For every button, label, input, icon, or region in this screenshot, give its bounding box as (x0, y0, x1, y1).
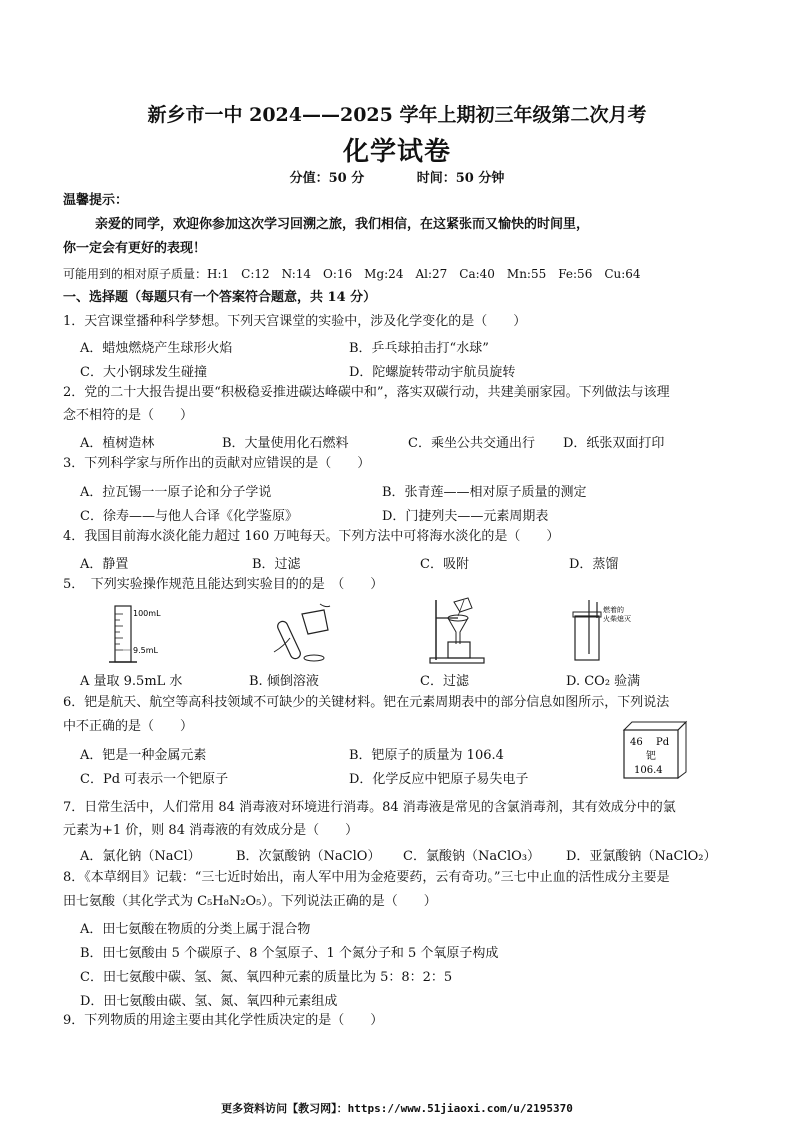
q7-option-b: B．次氯酸钠（NaClO） (236, 849, 381, 864)
q6-option-a: A．钯是一种金属元素 (80, 748, 207, 763)
q1-stem: 1．天宫课堂播种科学梦想。下列天宫课堂的实验中，涉及化学变化的是（ ） (63, 314, 527, 329)
cylinder-reading-label: 9.5mL (133, 646, 158, 655)
q3-option-a: A．拉瓦锡一一原子论和分子学说 (80, 485, 272, 500)
q2-option-c: C．乘坐公共交通出行 (408, 436, 535, 451)
q1-option-a: A．蜡烛燃烧产生球形火焰 (80, 341, 233, 356)
q4-stem: 4．我国目前海水淡化能力超过 160 万吨每天。下列方法中可将海水淡化的是（ ） (63, 529, 560, 544)
element-symbol: Pd (656, 737, 670, 748)
q8-stem-line1: 8．《本草纲目》记载：“三七近时始出，南人军中用为金疮要药，云有奇功。”三七中止血的活性成分主要是 (63, 870, 670, 885)
q6-stem-line2: 中不正确的是（ ） (63, 719, 194, 734)
q2-option-b: B．大量使用化石燃料 (222, 436, 349, 451)
graduated-cylinder-figure (95, 600, 195, 666)
q4-option-b: B．过滤 (252, 557, 301, 572)
q7-option-d: D．亚氯酸钠（NaClO₂） (566, 849, 717, 864)
section-heading: 一、选择题（每题只有一个答案符合题意，共 14 分） (63, 290, 377, 305)
co2-check-figure (567, 598, 657, 666)
q3-option-c: C．徐寿——与他人合译《化学鉴原》 (80, 509, 298, 524)
q4-option-c: C．吸附 (420, 557, 469, 572)
q6-option-d: D．化学反应中钯原子易失电子 (349, 772, 529, 787)
element-name: 钯 (646, 751, 656, 762)
q8-option-d: D．田七氨酸由碳、氢、氮、氧四种元素组成 (80, 994, 338, 1009)
notice-line1: 亲爱的同学，欢迎你参加这次学习回溯之旅，我们相信，在这紧张而又愉快的时间里， (95, 217, 590, 232)
q8-stem-line2: 田七氨酸（其化学式为 C₅H₈N₂O₅）。下列说法正确的是（ ） (63, 894, 437, 909)
q5-option-d: D. CO₂ 验满 (566, 674, 641, 689)
q7-option-a: A．氯化钠（NaCl） (80, 849, 201, 864)
q3-stem: 3．下列科学家与所作出的贡献对应错误的是（ ） (63, 456, 371, 471)
q5-stem: 5． 下列实验操作规范且能达到实验目的的是 （ ） (63, 577, 384, 592)
q2-option-d: D．纸张双面打印 (563, 436, 665, 451)
match-label-line2: 火柴熄灭 (603, 615, 631, 623)
match-label-line1: 燃着的 (603, 606, 624, 614)
q8-option-c: C．田七氨酸中碳、氢、氮、氧四种元素的质量比为 5：8：2：5 (80, 970, 453, 985)
q3-option-b: B．张青莲——相对原子质量的测定 (382, 485, 587, 500)
cylinder-top-label: 100mL (133, 609, 161, 618)
palladium-element-card (622, 720, 688, 780)
q5-option-b: B. 倾倒溶液 (249, 674, 319, 689)
q8-option-b: B．田七氨酸由 5 个碳原子、8 个氢原子、1 个氮分子和 5 个氧原子构成 (80, 946, 499, 961)
pouring-liquid-figure (262, 600, 342, 666)
q4-option-a: A．静置 (80, 557, 129, 572)
time-value: 时间：50 分钟 (416, 171, 505, 186)
atomic-mass: 106.4 (634, 765, 663, 776)
q4-option-d: D．蒸馏 (569, 557, 619, 572)
subject-title: 化学试卷 (342, 137, 451, 167)
q1-option-b: B．乒乓球拍击打“水球” (349, 341, 489, 356)
filtration-figure (428, 596, 488, 666)
q2-stem-line2: 念不相符的是（ ） (63, 408, 194, 423)
q5-option-c: C．过滤 (420, 674, 469, 689)
q6-option-b: B．钯原子的质量为 106.4 (349, 748, 504, 763)
q3-option-d: D．门捷列夫——元素周期表 (382, 509, 549, 524)
q6-stem-line1: 6．钯是航天、航空等高科技领域不可缺少的关键材料。钯在元素周期表中的部分信息如图所示，下列说法 (63, 695, 670, 710)
score-value: 分值：50 分 (289, 171, 365, 186)
footer-link[interactable]: 更多资料访问【教习网】：https://www.51jiaoxi.com/u/2195370 (221, 1102, 573, 1115)
q2-option-a: A．植树造林 (80, 436, 155, 451)
q6-option-c: C．Pd 可表示一个钯原子 (80, 772, 229, 787)
q9-stem: 9．下列物质的用途主要由其化学性质决定的是（ ） (63, 1013, 384, 1028)
atomic-number: 46 (630, 737, 643, 748)
exam-title: 新乡市一中 2024——2025 学年上期初三年级第二次月考 (147, 104, 647, 126)
score-time-line (0, 167, 794, 186)
q1-option-d: D．陀螺旋转带动宇航员旋转 (349, 365, 516, 380)
q1-option-c: C．大小钢球发生碰撞 (80, 365, 207, 380)
q2-stem-line1: 2．党的二十大报告提出要“积极稳妥推进碳达峰碳中和”，落实双碳行动，共建美丽家园。下列做法与该理 (63, 385, 670, 400)
notice-line2: 你一定会有更好的表现！ (63, 241, 207, 256)
q7-option-c: C．氯酸钠（NaClO₃） (403, 849, 541, 864)
notice-heading: 温馨提示： (63, 193, 129, 208)
q7-stem-line2: 元素为+1 价，则 84 消毒液的有效成分是（ ） (63, 823, 359, 838)
q7-stem-line1: 7．日常生活中，人们常用 84 消毒液对环境进行消毒。84 消毒液是常见的含氯消毒剂，其有效成分中的氯 (63, 800, 676, 815)
q5-option-a: A 量取 9.5mL 水 (80, 674, 183, 689)
atomic-masses: 可能用到的相对原子质量：H:1 C:12 N:14 O:16 Mg:24 Al:27 Ca:40 Mn:55 Fe:56 Cu:64 (63, 267, 641, 281)
q8-option-a: A．田七氨酸在物质的分类上属于混合物 (80, 922, 311, 937)
